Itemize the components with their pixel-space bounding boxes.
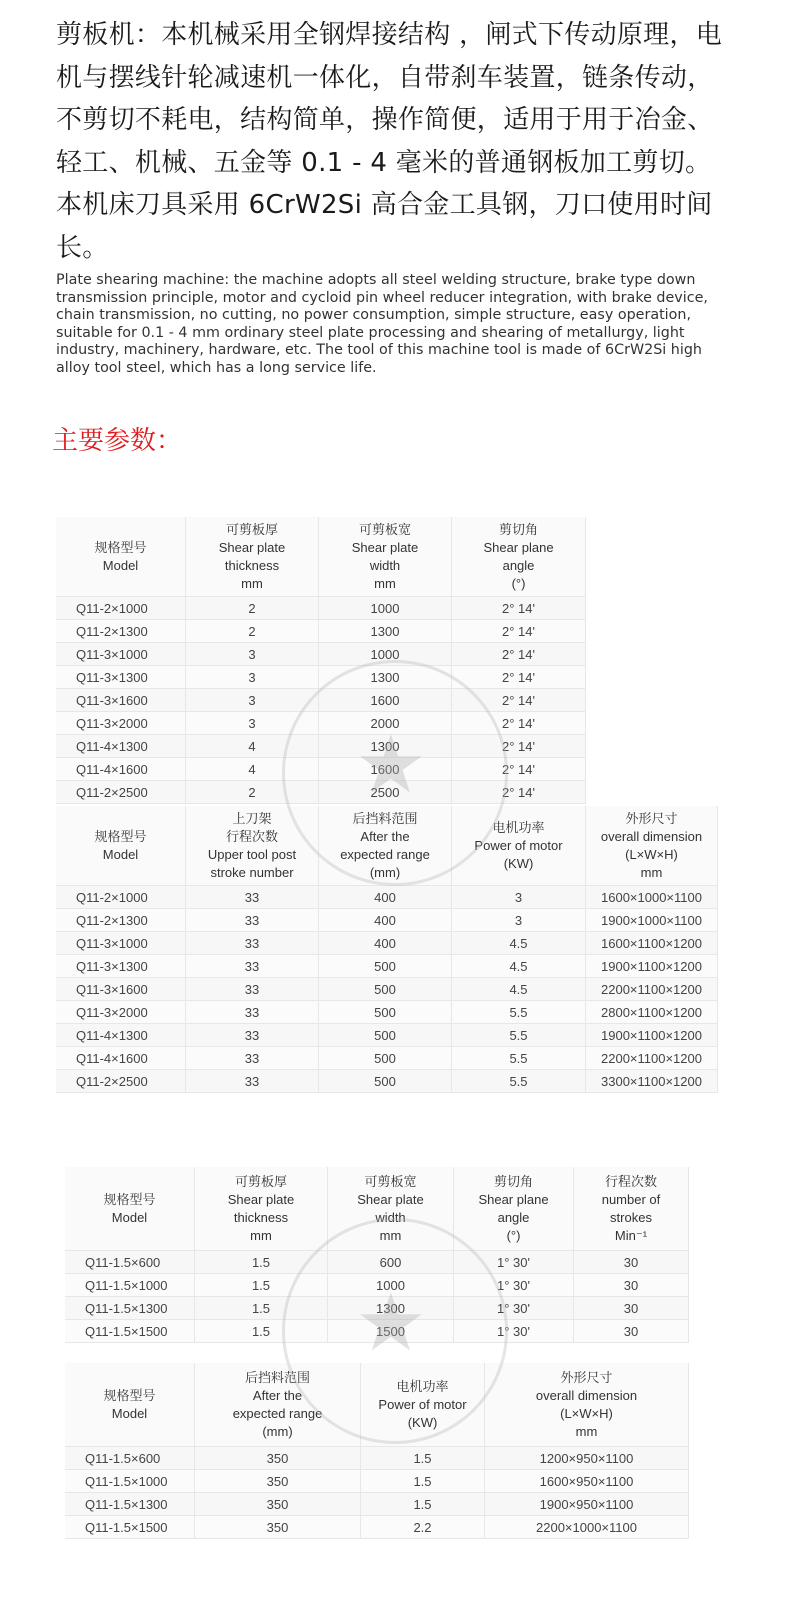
value-cell: 30 xyxy=(574,1274,689,1297)
value-cell: 4.5 xyxy=(452,978,586,1001)
value-cell: 2 xyxy=(186,620,319,643)
value-cell: 400 xyxy=(319,932,452,955)
model-cell: Q11-1.5×1000 xyxy=(65,1470,195,1493)
value-cell: 1200×950×1100 xyxy=(485,1447,689,1470)
table-row xyxy=(56,735,586,758)
column-header: 电机功率 Power of motor (KW) xyxy=(361,1363,485,1447)
value-cell: 2° 14' xyxy=(452,689,586,712)
column-header: 可剪板宽 Shear plate width mm xyxy=(319,517,452,597)
model-cell: Q11-3×1000 xyxy=(56,932,186,955)
value-cell: 3 xyxy=(452,886,586,909)
value-cell: 500 xyxy=(319,978,452,1001)
model-cell: Q11-1.5×600 xyxy=(65,1447,195,1470)
model-cell: Q11-1.5×1300 xyxy=(65,1493,195,1516)
spec-table-4 xyxy=(65,1363,689,1539)
column-header: 电机功率 Power of motor (KW) xyxy=(452,806,586,886)
column-header: 可剪板厚 Shear plate thickness mm xyxy=(195,1167,328,1251)
value-cell: 1° 30' xyxy=(454,1297,574,1320)
value-cell: 1900×1100×1200 xyxy=(586,1024,718,1047)
value-cell: 33 xyxy=(186,955,319,978)
value-cell: 2° 14' xyxy=(452,712,586,735)
model-cell: Q11-4×1300 xyxy=(56,1024,186,1047)
table-row xyxy=(56,1024,718,1047)
spec-table-2 xyxy=(56,806,718,1093)
value-cell: 1000 xyxy=(319,597,452,620)
column-header: 行程次数 number of strokes Min⁻¹ xyxy=(574,1167,689,1251)
value-cell: 1900×1000×1100 xyxy=(586,909,718,932)
model-cell: Q11-2×1300 xyxy=(56,909,186,932)
value-cell: 500 xyxy=(319,1001,452,1024)
table-row xyxy=(65,1493,689,1516)
column-header: 上刀架 行程次数 Upper tool post stroke number xyxy=(186,806,319,886)
value-cell: 1000 xyxy=(328,1274,454,1297)
column-header: 规格型号 Model xyxy=(56,517,186,597)
column-header: 外形尺寸 overall dimension (L×W×H) mm xyxy=(586,806,718,886)
value-cell: 3 xyxy=(186,712,319,735)
value-cell: 30 xyxy=(574,1251,689,1274)
value-cell: 2200×1000×1100 xyxy=(485,1516,689,1539)
value-cell: 1600 xyxy=(319,689,452,712)
spec-table-3 xyxy=(65,1167,689,1343)
value-cell: 2800×1100×1200 xyxy=(586,1001,718,1024)
table-row xyxy=(65,1447,689,1470)
model-cell: Q11-3×2000 xyxy=(56,712,186,735)
value-cell: 1.5 xyxy=(195,1251,328,1274)
table-row xyxy=(56,712,586,735)
value-cell: 1500 xyxy=(328,1320,454,1343)
value-cell: 600 xyxy=(328,1251,454,1274)
table-row xyxy=(56,620,586,643)
model-cell: Q11-3×1300 xyxy=(56,666,186,689)
value-cell: 2200×1100×1200 xyxy=(586,978,718,1001)
model-cell: Q11-3×2000 xyxy=(56,1001,186,1024)
value-cell: 1° 30' xyxy=(454,1274,574,1297)
value-cell: 30 xyxy=(574,1297,689,1320)
value-cell: 350 xyxy=(195,1470,361,1493)
table-row xyxy=(65,1274,689,1297)
model-cell: Q11-2×2500 xyxy=(56,1070,186,1093)
model-cell: Q11-1.5×1500 xyxy=(65,1320,195,1343)
value-cell: 1600×1000×1100 xyxy=(586,886,718,909)
model-cell: Q11-3×1600 xyxy=(56,689,186,712)
model-cell: Q11-3×1600 xyxy=(56,978,186,1001)
model-cell: Q11-3×1300 xyxy=(56,955,186,978)
table-row xyxy=(56,932,718,955)
value-cell: 500 xyxy=(319,1070,452,1093)
value-cell: 2 xyxy=(186,597,319,620)
value-cell: 1600×1100×1200 xyxy=(586,932,718,955)
table-row xyxy=(56,909,718,932)
model-cell: Q11-4×1600 xyxy=(56,758,186,781)
value-cell: 33 xyxy=(186,909,319,932)
value-cell: 2000 xyxy=(319,712,452,735)
value-cell: 350 xyxy=(195,1493,361,1516)
value-cell: 5.5 xyxy=(452,1024,586,1047)
value-cell: 2200×1100×1200 xyxy=(586,1047,718,1070)
value-cell: 1.5 xyxy=(361,1447,485,1470)
value-cell: 1300 xyxy=(328,1297,454,1320)
value-cell: 350 xyxy=(195,1447,361,1470)
column-header: 规格型号 Model xyxy=(65,1167,195,1251)
value-cell: 1.5 xyxy=(361,1470,485,1493)
model-cell: Q11-2×1000 xyxy=(56,886,186,909)
value-cell: 2° 14' xyxy=(452,597,586,620)
value-cell: 1900×1100×1200 xyxy=(586,955,718,978)
value-cell: 3 xyxy=(186,689,319,712)
table-row xyxy=(56,597,586,620)
table-row xyxy=(56,1001,718,1024)
intro-english: Plate shearing machine: the machine adopts all steel welding structure, brake type down transmission principle, motor and cycloid pin wheel reducer integration, with brake device, chain transmission, no cutting, no power consumption, simple structure, easy operation, suitable for 0.1 - 4 mm ordinary steel plate processing and shearing of metallurgy, light industry, machinery, hardware, etc. The tool of this machine tool is made of 6CrW2Si high alloy tool steel, which has a long service life. xyxy=(56,272,708,376)
column-header: 后挡料范围 After the expected range (mm) xyxy=(195,1363,361,1447)
value-cell: 2500 xyxy=(319,781,452,804)
value-cell: 33 xyxy=(186,932,319,955)
table-row xyxy=(56,643,586,666)
table-row xyxy=(56,781,586,804)
model-cell: Q11-3×1000 xyxy=(56,643,186,666)
value-cell: 3300×1100×1200 xyxy=(586,1070,718,1093)
column-header: 可剪板厚 Shear plate thickness mm xyxy=(186,517,319,597)
value-cell: 5.5 xyxy=(452,1047,586,1070)
value-cell: 1000 xyxy=(319,643,452,666)
model-cell: Q11-2×1300 xyxy=(56,620,186,643)
value-cell: 1.5 xyxy=(361,1493,485,1516)
column-header: 后挡料范围 After the expected range (mm) xyxy=(319,806,452,886)
value-cell: 33 xyxy=(186,978,319,1001)
value-cell: 3 xyxy=(452,909,586,932)
value-cell: 4 xyxy=(186,758,319,781)
column-header: 剪切角 Shear plane angle (°) xyxy=(452,517,586,597)
value-cell: 5.5 xyxy=(452,1070,586,1093)
table-row xyxy=(56,886,718,909)
value-cell: 33 xyxy=(186,1047,319,1070)
intro-chinese: 剪板机：本机械采用全钢焊接结构 ，闸式下传动原理，电机与摆线针轮减速机一体化，自带刹车装置，链条传动，不剪切不耗电，结构简单，操作简便，适用于用于冶金、轻工、机械、五金等 0.1 - 4 毫米的普通钢板加工剪切。本机床刀具采用 6CrW2Si 高合金工具钢，刀口使用时间长。 xyxy=(56,20,723,263)
value-cell: 1.5 xyxy=(195,1274,328,1297)
model-cell: Q11-2×2500 xyxy=(56,781,186,804)
value-cell: 1° 30' xyxy=(454,1251,574,1274)
spec-table-1 xyxy=(56,517,586,804)
value-cell: 1900×950×1100 xyxy=(485,1493,689,1516)
model-cell: Q11-1.5×1000 xyxy=(65,1274,195,1297)
value-cell: 1600 xyxy=(319,758,452,781)
table-row xyxy=(56,1070,718,1093)
value-cell: 350 xyxy=(195,1516,361,1539)
table-row xyxy=(65,1516,689,1539)
model-cell: Q11-4×1600 xyxy=(56,1047,186,1070)
table-row xyxy=(65,1470,689,1493)
value-cell: 33 xyxy=(186,1024,319,1047)
table-row xyxy=(65,1297,689,1320)
value-cell: 500 xyxy=(319,1024,452,1047)
model-cell: Q11-1.5×600 xyxy=(65,1251,195,1274)
table-row xyxy=(65,1251,689,1274)
params-title: 主要参数： xyxy=(52,426,183,456)
value-cell: 4.5 xyxy=(452,955,586,978)
table-row xyxy=(56,1047,718,1070)
value-cell: 33 xyxy=(186,1001,319,1024)
model-cell: Q11-2×1000 xyxy=(56,597,186,620)
column-header: 外形尺寸 overall dimension (L×W×H) mm xyxy=(485,1363,689,1447)
value-cell: 33 xyxy=(186,1070,319,1093)
value-cell: 2° 14' xyxy=(452,735,586,758)
value-cell: 2.2 xyxy=(361,1516,485,1539)
model-cell: Q11-4×1300 xyxy=(56,735,186,758)
table-row xyxy=(56,955,718,978)
table-row xyxy=(56,666,586,689)
table-row xyxy=(56,758,586,781)
column-header: 可剪板宽 Shear plate width mm xyxy=(328,1167,454,1251)
value-cell: 1300 xyxy=(319,666,452,689)
value-cell: 1° 30' xyxy=(454,1320,574,1343)
value-cell: 400 xyxy=(319,909,452,932)
column-header: 剪切角 Shear plane angle (°) xyxy=(454,1167,574,1251)
value-cell: 1300 xyxy=(319,735,452,758)
value-cell: 3 xyxy=(186,666,319,689)
value-cell: 500 xyxy=(319,955,452,978)
model-cell: Q11-1.5×1300 xyxy=(65,1297,195,1320)
table-row xyxy=(65,1320,689,1343)
value-cell: 2° 14' xyxy=(452,781,586,804)
value-cell: 2° 14' xyxy=(452,620,586,643)
value-cell: 3 xyxy=(186,643,319,666)
value-cell: 2° 14' xyxy=(452,758,586,781)
table-row xyxy=(56,978,718,1001)
value-cell: 2° 14' xyxy=(452,643,586,666)
value-cell: 4.5 xyxy=(452,932,586,955)
value-cell: 400 xyxy=(319,886,452,909)
value-cell: 500 xyxy=(319,1047,452,1070)
value-cell: 4 xyxy=(186,735,319,758)
column-header: 规格型号 Model xyxy=(65,1363,195,1447)
model-cell: Q11-1.5×1500 xyxy=(65,1516,195,1539)
value-cell: 5.5 xyxy=(452,1001,586,1024)
value-cell: 1600×950×1100 xyxy=(485,1470,689,1493)
value-cell: 2 xyxy=(186,781,319,804)
value-cell: 33 xyxy=(186,886,319,909)
value-cell: 1300 xyxy=(319,620,452,643)
column-header: 规格型号 Model xyxy=(56,806,186,886)
value-cell: 30 xyxy=(574,1320,689,1343)
table-row xyxy=(56,689,586,712)
value-cell: 1.5 xyxy=(195,1297,328,1320)
value-cell: 1.5 xyxy=(195,1320,328,1343)
value-cell: 2° 14' xyxy=(452,666,586,689)
